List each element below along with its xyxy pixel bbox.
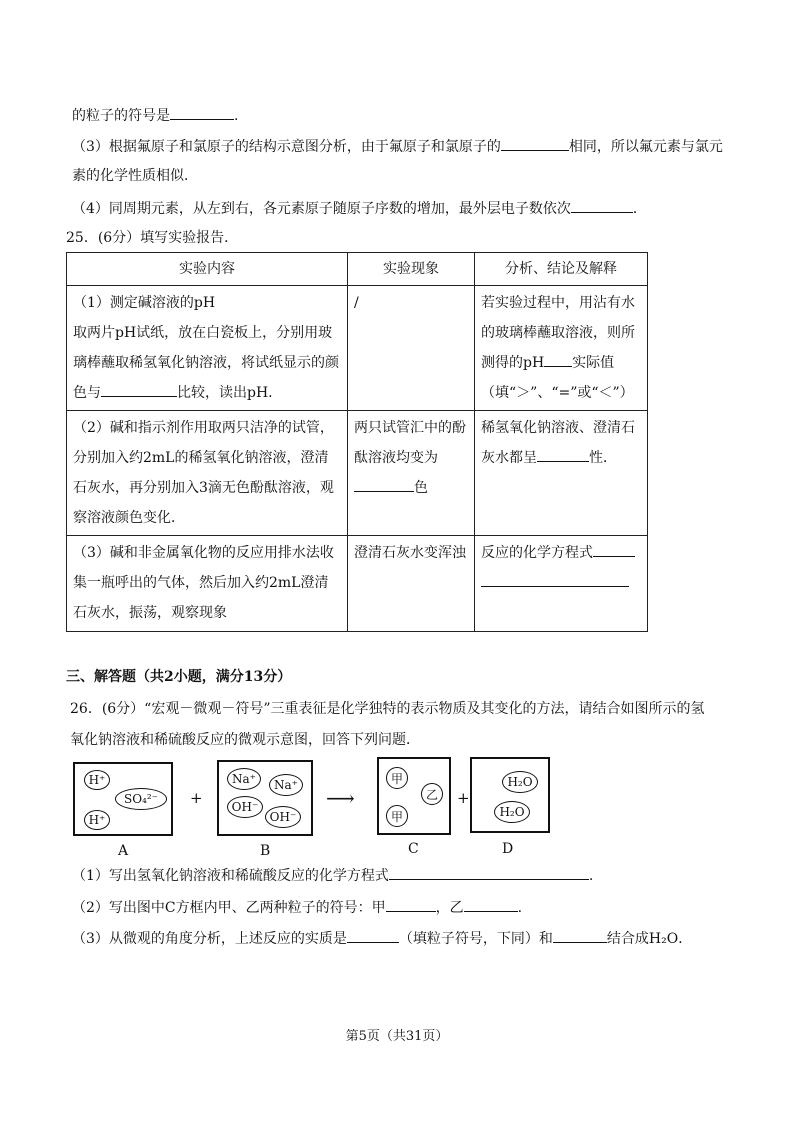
question-4-line: （4）同周期元素，从左到右，各元素原子随原子序数的增加，最外层电子数依次 ． — [72, 198, 647, 218]
question-3-line-cont: 素的化学性质相似． — [72, 168, 198, 184]
experiment-report-table — [66, 252, 648, 632]
table-header: 分析、结论及解释 — [475, 253, 648, 286]
answer-blank[interactable] — [553, 928, 607, 943]
label-d: D — [502, 841, 514, 857]
particle-jia: 甲 — [386, 767, 408, 789]
table-header-row — [67, 253, 648, 286]
label-b: B — [260, 843, 271, 859]
answer-blank[interactable] — [481, 572, 629, 587]
particle-jia: 甲 — [386, 805, 408, 827]
plus-sign: + — [457, 789, 470, 807]
molecule-water: H₂O — [494, 801, 530, 823]
table-header: 实验现象 — [348, 253, 475, 286]
ion-na-plus: Na⁺ — [227, 768, 261, 790]
table-row — [67, 286, 648, 411]
box-c — [377, 757, 451, 835]
answer-blank[interactable] — [537, 447, 589, 462]
answer-blank[interactable] — [501, 136, 569, 151]
question-3-line: （3）根据氟原子和氯原子的结构示意图分析，由于氟原子和氯原子的 相同，所以氟元素与氯元 — [72, 136, 723, 156]
question-26-part-2: （2）写出图中C方框内甲、乙两种粒子的符号：甲 ，乙 . — [72, 897, 522, 917]
line-particle-symbol: 的粒子的符号是 . — [72, 105, 238, 125]
table-cell: 稀氢氧化钠溶液、澄清石灰水都呈 性． — [475, 411, 648, 536]
arrow-icon: ⟶ — [326, 786, 355, 810]
box-a — [73, 762, 173, 836]
label-c: C — [408, 841, 419, 857]
answer-blank[interactable] — [101, 382, 177, 397]
answer-blank[interactable] — [389, 865, 589, 880]
answer-blank[interactable] — [170, 105, 234, 120]
table-cell: 若实验过程中，用沾有水的玻璃棒蘸取溶液，则所测得的pH 实际值（填“＞”、“=”或“＜”） — [475, 286, 648, 411]
ion-oh-minus: OH⁻ — [265, 806, 301, 828]
box-d — [470, 757, 550, 833]
answer-blank[interactable] — [571, 198, 633, 213]
answer-blank[interactable] — [386, 897, 436, 912]
table-cell: （1）测定碱溶液的pH 取两片pH试纸，放在白瓷板上，分别用玻璃棒蘸取稀氢氧化钠溶液，将试纸显示的颜色与 比较，读出pH. — [67, 286, 348, 411]
table-cell: / — [348, 286, 475, 411]
ion-sulfate: SO₄²⁻ — [115, 788, 167, 810]
answer-blank[interactable] — [347, 928, 399, 943]
label-a: A — [118, 843, 129, 859]
table-header: 实验内容 — [67, 253, 348, 286]
page-footer: 第5页（共31页） — [345, 1029, 449, 1044]
table-cell: 两只试管汇中的酚酞溶液均变为色 — [348, 411, 475, 536]
answer-blank[interactable] — [464, 897, 518, 912]
particle-yi: 乙 — [421, 783, 443, 805]
ion-h-plus: H⁺ — [84, 770, 110, 790]
question-26-text-cont: 氧化钠溶液和稀硫酸反应的微观示意图，回答下列问题． — [70, 732, 420, 748]
question-26-part-1: （1）写出氢氧化钠溶液和稀硫酸反应的化学方程式 . — [72, 865, 593, 885]
ion-h-plus: H⁺ — [84, 810, 110, 830]
question-26-text: 26．(6分）“宏观－微观－符号”三重表征是化学独特的表示物质及其变化的方法，请结合如图所示的氢 — [70, 701, 705, 717]
answer-blank[interactable] — [544, 352, 572, 367]
table-cell: 反应的化学方程式 — [475, 536, 648, 632]
answer-blank[interactable] — [593, 542, 635, 557]
table-row — [67, 536, 648, 632]
question-26-part-3: （3）从微观的角度分析，上述反应的实质是 （填粒子符号，下同）和 结合成H₂O． — [72, 928, 692, 948]
plus-sign: + — [190, 789, 203, 807]
table-cell: （2）碱和指示剂作用取两只洁净的试管，分别加入约2mL的稀氢氧化钠溶液，澄清石灰水，再分别加入3滴无色酚酞溶液，观察溶液颜色变化． — [67, 411, 348, 536]
ion-oh-minus: OH⁻ — [227, 796, 263, 818]
molecule-water: H₂O — [502, 771, 538, 793]
table-cell: （3）碱和非金属氧化物的反应用排水法收集一瓶呼出的气体，然后加入约2mL澄清石灰水，振荡，观察现象 — [67, 536, 348, 632]
answer-blank[interactable] — [354, 477, 414, 492]
question-25-title: 25．(6分）填写实验报告． — [66, 230, 239, 246]
box-b — [217, 760, 313, 836]
table-cell: 澄清石灰水变浑浊 — [348, 536, 475, 632]
table-row — [67, 411, 648, 536]
ion-na-plus: Na⁺ — [269, 774, 303, 796]
section-heading: 三、解答题（共2小题，满分13分） — [66, 669, 292, 685]
